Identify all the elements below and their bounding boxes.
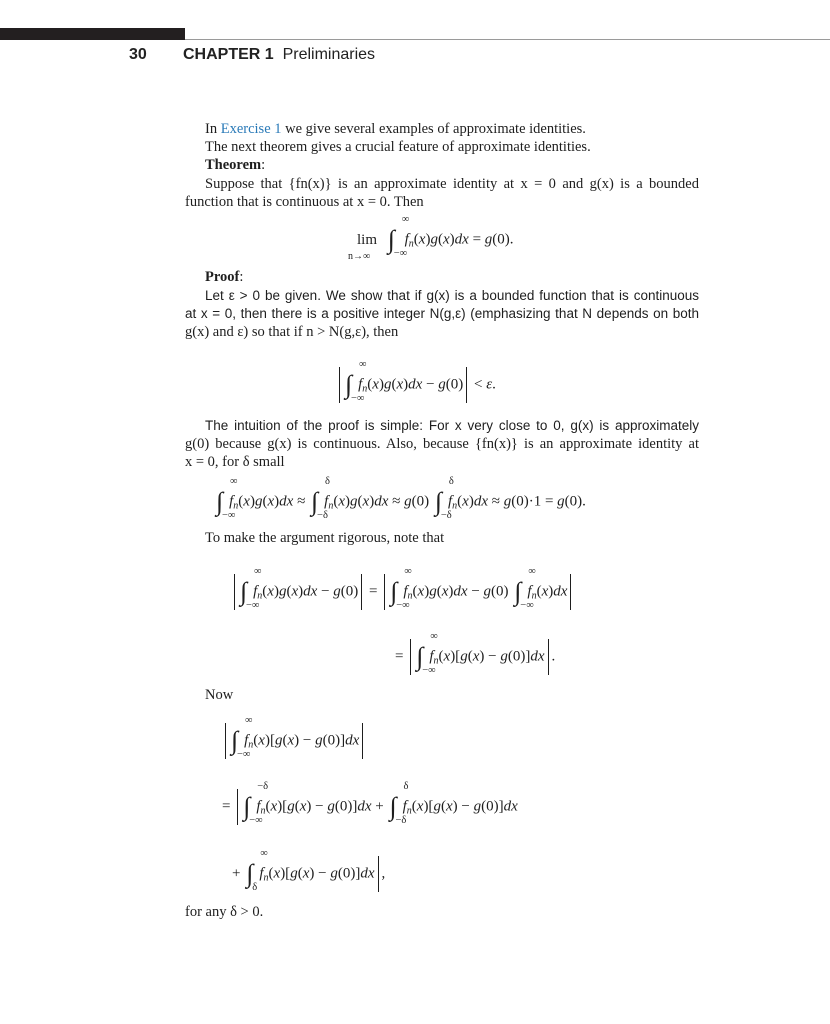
integral-sign: ∫ ∞ −∞ — [390, 566, 412, 611]
intuition-line-1: The intuition of the proof is simple: For x very close to 0, g(x) is approximately — [205, 418, 699, 433]
now-equation-1: ∫ ∞ −∞ $f_n(x)[g(x) - g(0)]dx$ — [222, 723, 366, 759]
rigorous-equation-1: ∫ ∞ −∞ $f_n(x)g(x)dx - g(0)$ = ∫ ∞ −∞ $f_n(x)g(x)dx - g(0)$ ∫ ∞ −∞ $f_n(x)dx$ — [231, 574, 574, 610]
now-line: Now — [205, 687, 234, 703]
integral-sign: ∫ δ −δ — [389, 781, 409, 826]
now-equation-3: + ∫ ∞ δ $f_n(x)[g(x) - g(0)]dx$ , — [232, 848, 386, 893]
integral-sign: ∫ ∞ δ — [246, 848, 268, 893]
proof-heading: Proof: — [205, 269, 244, 285]
chapter-label: CHAPTER 1 — [183, 46, 274, 63]
integral-sign: ∫ −δ −∞ — [243, 781, 269, 826]
rigorous-line: To make the argument rigorous, note that — [205, 530, 445, 546]
approximation-chain: ∫ ∞ −∞ $f_n(x)g(x)dx$ ≈ ∫ δ −δ $f_n(x)g(x)dx \approx g(0)$ ∫ δ −δ $f_n(x)dx \approx g(0)\cdot 1 = g(0)$. — [216, 476, 586, 521]
theorem-equation: lim n→∞ ∫ ∞ −∞ $f_n(x)g(x)dx = g(0)$. — [348, 214, 514, 262]
header-rule — [185, 39, 830, 40]
integral-sign: ∫ ∞ −∞ — [387, 214, 410, 259]
theorem-line-2: function that is continuous at x = 0. Then — [185, 194, 424, 210]
integral-sign: ∫ δ −δ — [311, 476, 330, 521]
limit-operator: lim n→∞ — [348, 232, 377, 262]
final-line: for any δ > 0. — [185, 904, 264, 920]
exercise-link[interactable]: Exercise 1 — [220, 121, 282, 137]
chapter-heading — [183, 46, 375, 64]
intuition-line-2: g(0) because g(x) is continuous. Also, because {fn(x)} is an approximate identity at — [185, 436, 699, 452]
header-bar — [0, 28, 185, 40]
integral-sign: ∫ ∞ −∞ — [514, 566, 536, 611]
now-equation-2: = ∫ −δ −∞ $f_n(x)[g(x) - g(0)]dx$ + ∫ δ −δ $f_n(x)[g(x) - g(0)]dx$ — [222, 781, 518, 826]
intuition-line-3: x = 0, for δ small — [185, 454, 285, 470]
integral-sign: ∫ ∞ −∞ — [240, 566, 262, 611]
page-number: 30 — [129, 46, 147, 63]
integral-sign: ∫ δ −δ — [434, 476, 454, 521]
integral-sign: ∫ ∞ −∞ — [345, 359, 367, 404]
integral-sign: ∫ ∞ −∞ — [416, 631, 438, 676]
proof-line-3: g(x) and ε) so that if n > N(g,ε), then — [185, 324, 399, 340]
intro-line-2: The next theorem gives a crucial feature of approximate identities. — [205, 139, 591, 155]
integral-sign: ∫ ∞ −∞ — [231, 715, 253, 760]
integral-sign: ∫ ∞ −∞ — [216, 476, 238, 521]
proof-line-1: Let ε > 0 be given. We show that if g(x) is a bounded function that is continuous — [205, 288, 699, 303]
proof-line-2: at x = 0, then there is a positive integer N(g,ε) (emphasizing that N depends on both — [185, 306, 699, 321]
rigorous-equation-2: = ∫ ∞ −∞ $f_n(x)[g(x) - g(0)]dx$ . — [395, 631, 556, 676]
chapter-title: Preliminaries — [282, 46, 376, 63]
epsilon-inequality: ∫ ∞ −∞ $f_n(x)g(x)dx - g(0) < \varepsilon$. — [336, 367, 496, 403]
theorem-heading: Theorem: — [205, 157, 266, 173]
theorem-line-1: Suppose that {fn(x)} is an approximate identity at x = 0 and g(x) is a bounded — [205, 176, 699, 192]
intro-line-1: In Exercise 1 we give several examples of approximate identities. — [205, 121, 586, 137]
